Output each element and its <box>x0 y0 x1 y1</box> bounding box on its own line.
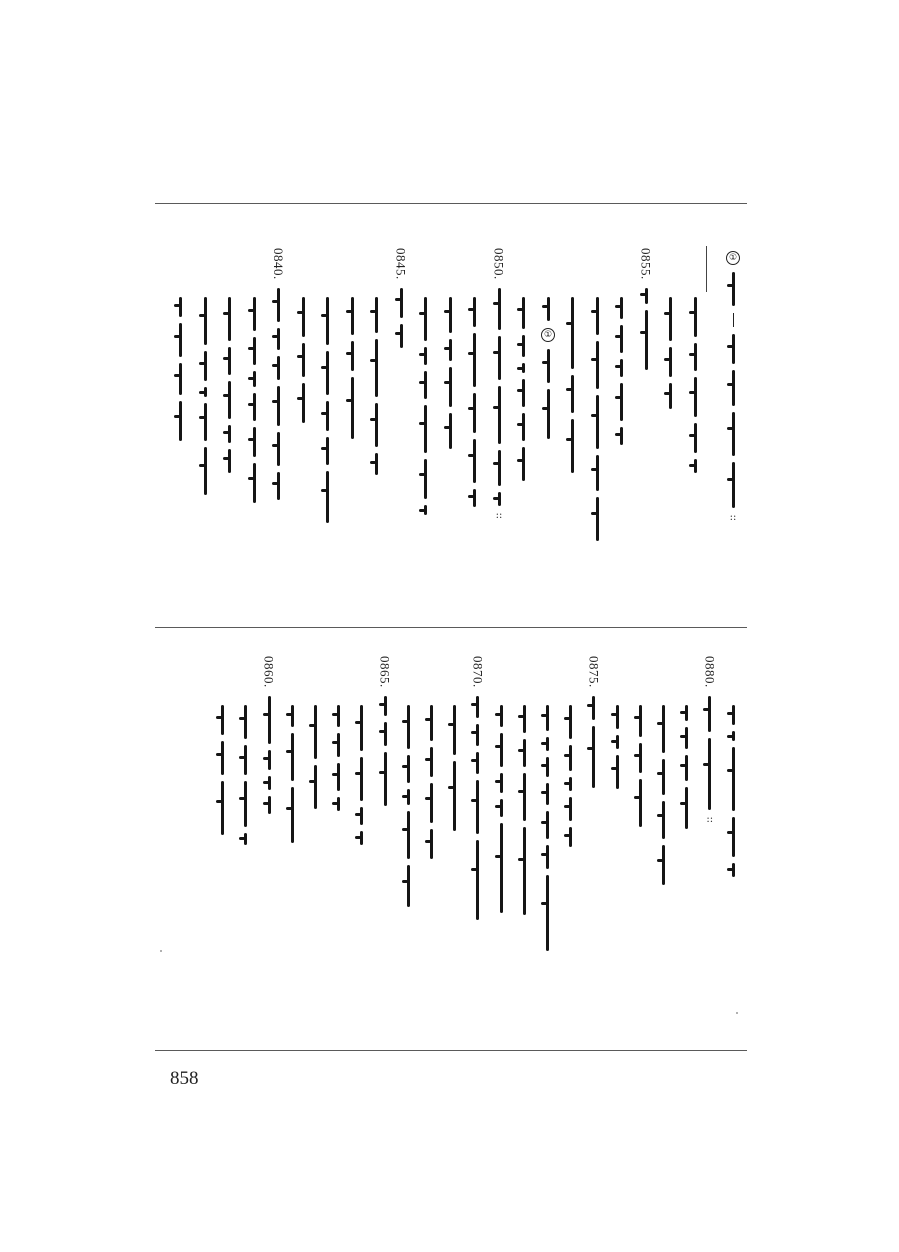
lower_block-column <box>397 656 419 910</box>
lower_block-column <box>281 656 303 846</box>
mongolian-word <box>685 755 688 781</box>
mongolian-word <box>732 747 735 811</box>
mongolian-word <box>708 696 711 732</box>
mongolian-word <box>616 735 619 749</box>
mongolian-word <box>244 745 247 775</box>
mongolian-word <box>268 750 271 770</box>
mongolian-word <box>430 747 433 777</box>
mongolian-word <box>500 733 503 767</box>
lower_block-column <box>652 656 674 888</box>
mongolian-word <box>221 741 224 775</box>
mongolian-word <box>732 863 735 877</box>
mongolian-word <box>500 773 503 793</box>
lower_block-column <box>258 656 280 817</box>
mongolian-word <box>732 817 735 857</box>
mongolian-word <box>569 745 572 771</box>
mongolian-word <box>639 779 642 827</box>
mongolian-word <box>685 787 688 829</box>
mongolian-word <box>546 811 549 839</box>
mongolian-word <box>407 705 410 749</box>
mongolian-word <box>685 727 688 749</box>
lower_block-column <box>676 656 698 832</box>
line-number: 0850. <box>491 248 507 280</box>
lower_block-column <box>490 656 512 916</box>
mongolian-word <box>360 705 363 751</box>
mongolian-word <box>337 797 340 811</box>
mongolian-word <box>500 823 503 913</box>
mongolian-word <box>546 737 549 751</box>
lower_block-column <box>629 656 651 830</box>
mongolian-word <box>453 761 456 831</box>
mongolian-word <box>244 781 247 827</box>
line-number: 0845. <box>393 248 409 280</box>
mongolian-word <box>523 705 526 733</box>
lower_block-column <box>560 656 582 850</box>
mongolian-word <box>476 752 479 774</box>
mongolian-word <box>569 797 572 821</box>
line-number: 0875. <box>586 656 602 688</box>
line-number: 0860. <box>261 656 277 688</box>
mongolian-word <box>453 705 456 755</box>
mongolian-word <box>592 726 595 788</box>
mongolian-word <box>430 829 433 859</box>
mongolian-word <box>546 783 549 805</box>
mongolian-word <box>337 763 340 791</box>
mongolian-word <box>546 757 549 777</box>
mongolian-word <box>616 755 619 789</box>
mongolian-word <box>662 845 665 885</box>
line-number: 0865. <box>377 656 393 688</box>
lower_block-column <box>444 656 466 834</box>
mongolian-word <box>337 733 340 757</box>
lower_block-column <box>606 656 628 792</box>
speck <box>736 1012 738 1014</box>
mongolian-word <box>476 840 479 920</box>
mongolian-word <box>732 731 735 741</box>
lower_block-column <box>304 656 326 812</box>
mongolian-word <box>291 705 294 727</box>
footnote-reference: ① <box>541 328 555 342</box>
mongolian-word <box>384 722 387 746</box>
mongolian-word <box>384 752 387 806</box>
mongolian-word <box>430 705 433 741</box>
lower_block-column <box>583 656 605 791</box>
lower_block-column <box>536 656 558 954</box>
mongolian-word <box>732 705 735 725</box>
lower_block-column <box>467 656 489 923</box>
mongolian-word <box>546 875 549 951</box>
mongolian-word <box>268 696 271 744</box>
lower_block-column <box>374 656 396 809</box>
mongolian-word <box>407 865 410 907</box>
mongolian-word <box>523 773 526 821</box>
line-number: 0840. <box>271 248 286 280</box>
mongolian-word <box>337 705 340 727</box>
mongolian-word <box>476 696 479 718</box>
mongolian-word <box>221 705 224 735</box>
footnote-marker: ① <box>726 251 740 265</box>
mongolian-word <box>639 705 642 737</box>
mongolian-word <box>569 705 572 739</box>
mongolian-word <box>662 759 665 795</box>
lower_block-column <box>722 656 744 880</box>
lower_block-column <box>420 656 442 862</box>
lower_block-column <box>212 656 234 838</box>
mongolian-word <box>407 755 410 783</box>
lower_block-column <box>699 656 721 827</box>
mongolian-word <box>546 705 549 731</box>
lower_block-column <box>513 656 535 918</box>
lower_block-column <box>351 656 373 848</box>
line-number: 0855. <box>638 248 654 280</box>
mongolian-word <box>244 833 247 845</box>
mongolian-word <box>360 831 363 845</box>
mongolian-word <box>314 765 317 809</box>
mongolian-word <box>314 705 317 759</box>
mongolian-word <box>500 799 503 817</box>
mongolian-word <box>546 845 549 869</box>
mongolian-word <box>476 780 479 834</box>
footnote-end-punct: :: <box>729 512 737 523</box>
mongolian-word <box>523 739 526 767</box>
mongolian-word <box>476 724 479 746</box>
mongolian-word <box>569 777 572 791</box>
mongolian-word <box>639 743 642 773</box>
line-number: 0880. <box>702 656 718 688</box>
mongolian-word <box>291 787 294 843</box>
line-number: 0870. <box>470 656 486 688</box>
page-number: 858 <box>170 1068 199 1089</box>
mongolian-word <box>360 757 363 801</box>
mongolian-word <box>569 827 572 847</box>
mongolian-word <box>360 807 363 825</box>
mongolian-word <box>407 789 410 805</box>
mongolian-word <box>291 733 294 781</box>
mongolian-word <box>662 705 665 753</box>
mongolian-word <box>592 696 595 720</box>
mongolian-word <box>430 783 433 823</box>
mongolian-word <box>616 705 619 729</box>
mongolian-word <box>407 811 410 859</box>
mongolian-word <box>685 705 688 721</box>
mongolian-word <box>268 776 271 790</box>
speck <box>160 950 162 952</box>
mongolian-word <box>244 705 247 739</box>
lower_block-column <box>328 656 350 814</box>
mongolian-word <box>708 738 711 810</box>
mongolian-word <box>268 796 271 814</box>
mongolian-word <box>500 705 503 727</box>
mongolian-word <box>384 696 387 716</box>
lower_block-column <box>235 656 257 848</box>
end-punctuation: :: <box>706 813 714 825</box>
mongolian-word <box>662 801 665 839</box>
mongolian-word <box>523 827 526 915</box>
end-punctuation: :: <box>495 509 503 521</box>
mongolian-word <box>221 781 224 835</box>
